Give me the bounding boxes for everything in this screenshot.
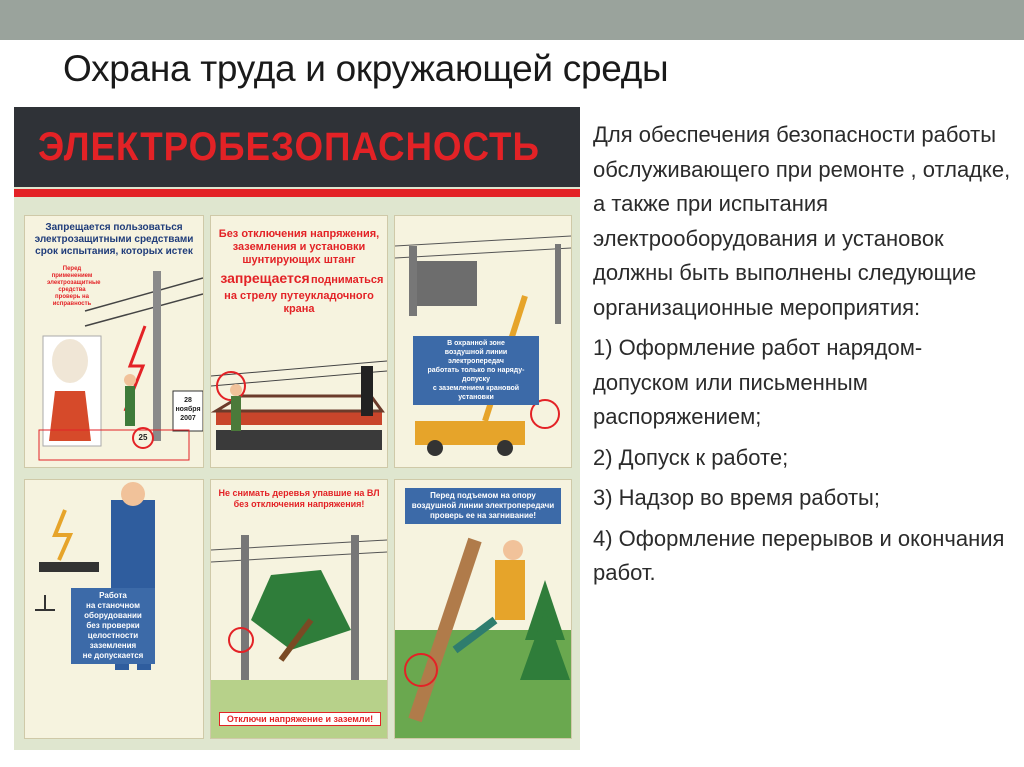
- intro-paragraph: Для обеспечения безопасности работы обслуживающего при ремонте , отладке, а также при испытания электрооборудования и установок должны быть выполнены следующие организационные мероприятия:: [593, 122, 1011, 320]
- panel-4-caption: Работа на станочном оборудовании без проверки целостности заземления не допускается: [71, 588, 155, 664]
- panel-5-illustration: [211, 480, 387, 738]
- panel-2-caption-top: Без отключения напряжения, заземления и установки шунтирующих штанг: [218, 228, 380, 266]
- list-item-2: 2) Допуск к работе;: [593, 444, 789, 470]
- panel-2-caption-bold: запрещается: [220, 270, 310, 286]
- banner-stripe: [14, 189, 580, 197]
- panel-1-tag-date: 28 ноября 2007: [175, 397, 201, 422]
- poster-panel-4: [24, 479, 204, 739]
- panel-1-tag-number: 25: [138, 433, 148, 442]
- header-bar: [0, 0, 1024, 40]
- panel-5-caption-top: Не снимать деревья упавшие на ВЛ без отключения напряжения!: [218, 488, 380, 509]
- panel-6-caption: Перед подъемом на опору воздушной линии электропередачи проверь ее на загнивание!: [405, 488, 561, 524]
- poster-panel-3: [394, 215, 572, 468]
- list-item-3: 3) Надзор во время работы;: [593, 485, 880, 510]
- slide-title: Охрана труда и окружающей среды: [63, 48, 669, 89]
- panel-1-note: Перед применением электрозащитные средства проверь на исправность: [47, 266, 101, 307]
- panel-2-caption-bottom: на стрелу путеукладочного крана: [224, 290, 374, 315]
- panel-2-caption-after: подниматься: [311, 274, 384, 286]
- panel-3-caption: В охранной зоне воздушной линии электропередач работать только по наряду-допуску с заземлением крановой установки: [413, 336, 539, 405]
- panel-5-caption-bottom: Отключи напряжение и заземли!: [219, 712, 381, 726]
- poster-panel-1: [24, 215, 204, 468]
- poster-panel-2: [210, 215, 388, 468]
- list-item-4: 4) Оформление перерывов и окончания работ.: [593, 525, 1005, 585]
- safety-poster: [14, 107, 580, 750]
- panel-1-caption: Запрещается пользоваться электрозащитными средствами срок испытания, которых истек: [34, 222, 194, 257]
- content-text: [593, 118, 1013, 591]
- list-item-1: 1) Оформление работ нарядом-допуском или письменным распоряжением;: [593, 335, 923, 429]
- poster-banner: [14, 107, 580, 187]
- poster-panel-6: [394, 479, 572, 739]
- poster-panel-5: [210, 479, 388, 739]
- poster-heading: ЭЛЕКТРОБЕЗОПАСНОСТЬ: [38, 125, 540, 169]
